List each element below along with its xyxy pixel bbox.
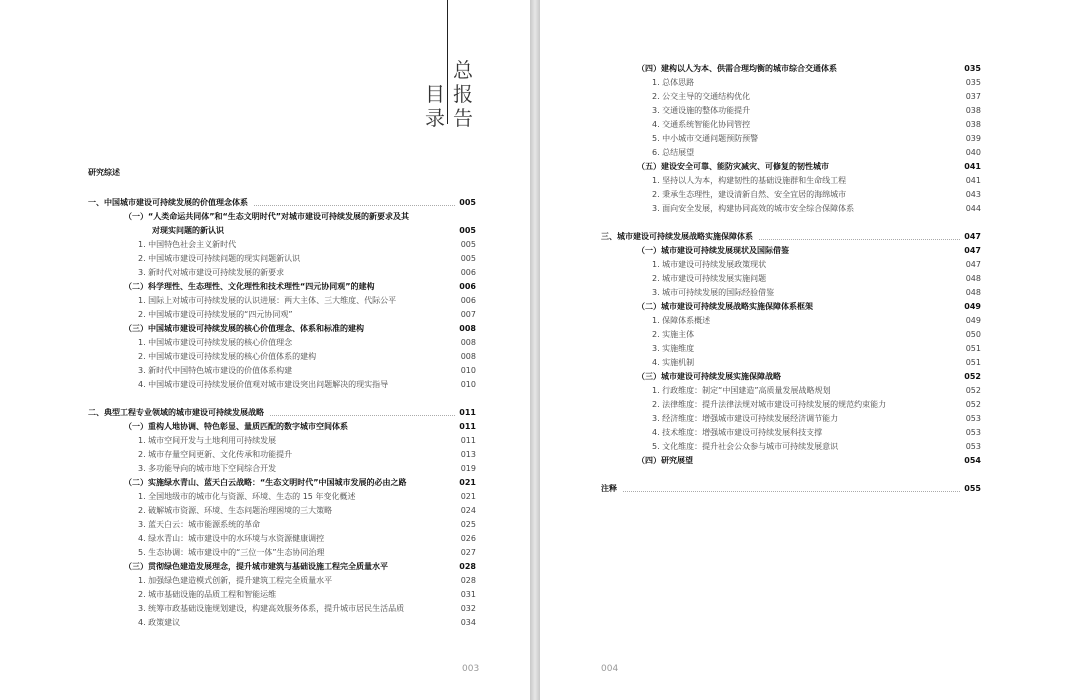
toc-entry[interactable] bbox=[138, 238, 476, 252]
toc-entry-title: 1. 城市建设可持续发展政策现状 bbox=[652, 260, 767, 269]
toc-entry-page: 013 bbox=[460, 450, 476, 459]
toc-entry-title: 5. 文化维度：提升社会公众参与城市可持续发展意识 bbox=[652, 442, 839, 451]
toc-entry-page: 052 bbox=[965, 400, 981, 409]
toc-entry-page: 040 bbox=[965, 148, 981, 157]
toc-entry-page: 041 bbox=[964, 162, 981, 171]
toc-entry-page: 006 bbox=[459, 282, 476, 291]
toc-entry-page: 031 bbox=[460, 590, 476, 599]
toc-entry-page: 025 bbox=[460, 520, 476, 529]
toc-entry[interactable] bbox=[652, 412, 981, 426]
toc-entry[interactable] bbox=[124, 420, 476, 434]
toc-entry-page: 053 bbox=[965, 442, 981, 451]
toc-entry[interactable] bbox=[138, 532, 476, 546]
toc-entry-page: 035 bbox=[965, 78, 981, 87]
toc-entry[interactable] bbox=[652, 132, 981, 146]
toc-entry-title: （二）科学理性、生态理性、文化理性和技术理性“四元协同观”的建构 bbox=[124, 282, 375, 291]
toc-entry-title: （二）实施绿水青山、蓝天白云战略：“生态文明时代”中国城市发展的必由之路 bbox=[124, 478, 407, 487]
toc-entry[interactable] bbox=[652, 426, 981, 440]
toc-entry-title: 三、城市建设可持续发展战略实施保障体系 bbox=[601, 232, 753, 241]
toc-entry-title: 二、典型工程专业领域的城市建设可持续发展战略 bbox=[88, 408, 264, 417]
title-char: 报 bbox=[453, 82, 473, 106]
toc-entry-title: 3. 实施维度 bbox=[652, 344, 695, 353]
toc-entry[interactable] bbox=[138, 252, 476, 266]
contents-title bbox=[423, 82, 447, 130]
toc-entry-page: 049 bbox=[965, 316, 981, 325]
toc-entry[interactable] bbox=[652, 328, 981, 342]
toc-entry-page: 034 bbox=[460, 618, 476, 627]
toc-entry-page: 053 bbox=[965, 428, 981, 437]
toc-entry-title: 6. 总结展望 bbox=[652, 148, 695, 157]
toc-entry-title: 1. 保障体系概述 bbox=[652, 316, 711, 325]
toc-entry[interactable] bbox=[138, 504, 476, 518]
title-divider-line bbox=[447, 0, 448, 124]
toc-entry-page: 024 bbox=[460, 506, 476, 515]
toc-entry-title: 2. 城市建设可持续发展实施问题 bbox=[652, 274, 767, 283]
toc-entry-title: 1. 城市空间开发与土地利用可持续发展 bbox=[138, 436, 277, 445]
toc-entry-title: 2. 城市存量空间更新、文化传承和功能提升 bbox=[138, 450, 293, 459]
toc-entry-title: 3. 新时代中国特色城市建设的价值体系构建 bbox=[138, 366, 293, 375]
toc-leader-dots bbox=[270, 415, 455, 416]
toc-entry-page: 051 bbox=[965, 358, 981, 367]
toc-entry-title: 1. 坚持以人为本，构建韧性的基础设施群和生命线工程 bbox=[652, 176, 847, 185]
toc-entry-page: 010 bbox=[460, 380, 476, 389]
toc-entry[interactable] bbox=[138, 266, 476, 280]
toc-entry[interactable] bbox=[138, 546, 476, 560]
left-page bbox=[0, 0, 530, 700]
toc-entry-title: 4. 实施机制 bbox=[652, 358, 695, 367]
toc-entry[interactable] bbox=[652, 314, 981, 328]
toc-entry-title: 对现实问题的新认识 bbox=[152, 226, 224, 235]
toc-entry-page: 054 bbox=[964, 456, 981, 465]
toc-entry[interactable] bbox=[652, 440, 981, 454]
toc-entry-title: 一、中国城市建设可持续发展的价值理念体系 bbox=[88, 198, 248, 207]
toc-entry[interactable] bbox=[652, 188, 981, 202]
toc-entry-page: 011 bbox=[459, 422, 476, 431]
toc-entry[interactable] bbox=[138, 434, 476, 448]
toc-entry-page: 027 bbox=[460, 548, 476, 557]
toc-entry-page: 005 bbox=[459, 226, 476, 235]
toc-entry-title: （三）城市建设可持续发展实施保障战略 bbox=[637, 372, 781, 381]
toc-entry-page: 050 bbox=[965, 330, 981, 339]
toc-entry-page: 038 bbox=[965, 120, 981, 129]
toc-entry-title: 4. 政策建议 bbox=[138, 618, 181, 627]
toc-entry-title: 5. 生态协调：城市建设中的“三位一体”生态协同治理 bbox=[138, 548, 325, 557]
toc-entry-page: 021 bbox=[460, 492, 476, 501]
toc-entry-page: 048 bbox=[965, 274, 981, 283]
toc-entry[interactable] bbox=[124, 560, 476, 574]
toc-entry-page: 035 bbox=[964, 64, 981, 73]
toc-entry-page: 008 bbox=[460, 352, 476, 361]
toc-entry-page: 047 bbox=[964, 246, 981, 255]
toc-entry-title: 1. 行政维度：制定“中国建造”高质量发展战略规划 bbox=[652, 386, 831, 395]
toc-entry[interactable] bbox=[124, 476, 476, 490]
toc-entry-title: 3. 经济维度：增强城市建设可持续发展经济调节能力 bbox=[652, 414, 839, 423]
toc-entry[interactable] bbox=[652, 272, 981, 286]
toc-entry[interactable] bbox=[124, 280, 476, 294]
toc-entry[interactable] bbox=[138, 462, 476, 476]
toc-entry-title: 3. 城市可持续发展的国际经验借鉴 bbox=[652, 288, 775, 297]
toc-entry[interactable] bbox=[138, 378, 476, 392]
toc-entry-page: 041 bbox=[965, 176, 981, 185]
toc-entry[interactable] bbox=[652, 174, 981, 188]
toc-entry[interactable] bbox=[138, 308, 476, 322]
toc-entry-title: 1. 中国城市建设可持续发展的核心价值理念 bbox=[138, 338, 293, 347]
toc-entry[interactable] bbox=[652, 258, 981, 272]
toc-entry-title: 2. 法律维度：提升法律法规对城市建设可持续发展的规范约束能力 bbox=[652, 400, 887, 409]
toc-entry-title: 1. 国际上对城市可持续发展的认识进展：两大主体、三大维度、代际公平 bbox=[138, 296, 397, 305]
toc-entry-title: 2. 中国城市建设可持续问题的现实问题新认识 bbox=[138, 254, 301, 263]
toc-entry-title: 3. 交通设施的整体功能提升 bbox=[652, 106, 751, 115]
page-number: 004 bbox=[601, 664, 619, 674]
toc-entry-title: （一）重构人地协调、特色彰显、量质匹配的数字城市空间体系 bbox=[124, 422, 348, 431]
toc-entry[interactable] bbox=[652, 398, 981, 412]
toc-entry-page: 026 bbox=[460, 534, 476, 543]
toc-entry[interactable] bbox=[652, 104, 981, 118]
toc-entry[interactable] bbox=[138, 490, 476, 504]
toc-entry-title: （三）中国城市建设可持续发展的核心价值理念、体系和标准的建构 bbox=[124, 324, 364, 333]
book-gutter bbox=[530, 0, 540, 700]
toc-entry-page: 043 bbox=[965, 190, 981, 199]
toc-entry-title: （一）城市建设可持续发展现状及国际借鉴 bbox=[637, 246, 789, 255]
toc-entry-title: （五）建设安全可靠、能防灾减灾、可修复的韧性城市 bbox=[637, 162, 829, 171]
toc-entry-title: 2. 中国城市建设可持续发展的“四元协同观” bbox=[138, 310, 293, 319]
toc-entry-title: 3. 新时代对城市建设可持续发展的新要求 bbox=[138, 268, 285, 277]
toc-entry[interactable] bbox=[637, 62, 981, 76]
toc-entry[interactable] bbox=[138, 616, 476, 630]
toc-entry-title: 1. 加强绿色建造模式创新，提升建筑工程完全质量水平 bbox=[138, 576, 333, 585]
toc-entry[interactable] bbox=[152, 224, 476, 238]
toc-entry[interactable] bbox=[88, 196, 476, 210]
toc-entry-page: 028 bbox=[459, 562, 476, 571]
toc-entry[interactable] bbox=[652, 342, 981, 356]
toc-entry-title: 2. 破解城市资源、环境、生态问题治理困境的三大策略 bbox=[138, 506, 333, 515]
toc-entry-page: 052 bbox=[965, 386, 981, 395]
toc-entry-title: （一）“人类命运共同体”和“生态文明时代”对城市建设可持续发展的新要求及其 bbox=[124, 212, 410, 221]
toc-entry-page: 038 bbox=[965, 106, 981, 115]
toc-leader-dots bbox=[623, 491, 960, 492]
toc-entry-page: 044 bbox=[965, 204, 981, 213]
toc-entry[interactable] bbox=[88, 166, 476, 180]
toc-entry-page: 037 bbox=[965, 92, 981, 101]
toc-entry[interactable] bbox=[138, 602, 476, 616]
toc-entry[interactable] bbox=[601, 230, 981, 244]
toc-entry-title: （四）建构以人为本、供需合理均衡的城市综合交通体系 bbox=[637, 64, 837, 73]
toc-entry[interactable] bbox=[88, 406, 476, 420]
toc-entry-page: 049 bbox=[964, 302, 981, 311]
toc-entry-page: 047 bbox=[964, 232, 981, 241]
page-number: 003 bbox=[462, 664, 480, 674]
toc-entry[interactable] bbox=[652, 202, 981, 216]
toc-entry-title: 1. 总体思路 bbox=[652, 78, 695, 87]
toc-entry-page: 053 bbox=[965, 414, 981, 423]
toc-entry-page: 011 bbox=[460, 436, 476, 445]
toc-entry-page: 005 bbox=[460, 240, 476, 249]
toc-entry-title: （四）研究展望 bbox=[637, 456, 693, 465]
toc-entry[interactable] bbox=[652, 118, 981, 132]
toc-entry[interactable] bbox=[637, 454, 981, 468]
toc-entry[interactable] bbox=[652, 76, 981, 90]
toc-entry-title: 1. 全国地级市的城市化与资源、环境、生态的 15 年变化概述 bbox=[138, 492, 356, 501]
toc-entry[interactable] bbox=[138, 518, 476, 532]
toc-entry-title: 3. 多功能导向的城市地下空间综合开发 bbox=[138, 464, 277, 473]
toc-entry-page: 005 bbox=[460, 254, 476, 263]
toc-leader-dots bbox=[254, 205, 455, 206]
toc-entry-page: 010 bbox=[460, 366, 476, 375]
toc-entry-page: 055 bbox=[964, 484, 981, 493]
toc-entry-page: 008 bbox=[460, 338, 476, 347]
toc-entry-title: （三）贯彻绿色建造发展理念，提升城市建筑与基础设施工程完全质量水平 bbox=[124, 562, 388, 571]
right-page bbox=[540, 0, 1077, 700]
toc-entry[interactable] bbox=[637, 300, 981, 314]
toc-entry-page: 005 bbox=[459, 198, 476, 207]
toc-entry-title: 注释 bbox=[601, 484, 617, 493]
title-char: 目 bbox=[425, 82, 445, 106]
toc-entry-title: 2. 秉承生态理性，建设清新自然、安全宜居的海绵城市 bbox=[652, 190, 847, 199]
toc-entry[interactable] bbox=[138, 588, 476, 602]
toc-entry-title: 3. 蓝天白云：城市能源系统的革命 bbox=[138, 520, 261, 529]
toc-entry[interactable] bbox=[637, 160, 981, 174]
toc-entry-title: 4. 中国城市建设可持续发展价值观对城市建设突出问题解决的现实指导 bbox=[138, 380, 389, 389]
toc-entry-title: 2. 城市基础设施的品质工程和智能运维 bbox=[138, 590, 277, 599]
toc-entry-page: 019 bbox=[460, 464, 476, 473]
toc-entry-title: 2. 实施主体 bbox=[652, 330, 695, 339]
toc-entry-title: 研究综述 bbox=[88, 168, 120, 177]
toc-entry-title: 2. 公交主导的交通结构优化 bbox=[652, 92, 751, 101]
toc-entry[interactable] bbox=[652, 356, 981, 370]
toc-entry-page: 047 bbox=[965, 260, 981, 269]
toc-entry-title: 5. 中小城市交通问题预防预警 bbox=[652, 134, 759, 143]
toc-entry[interactable] bbox=[652, 90, 981, 104]
toc-entry-title: 3. 统筹市政基础设施规划建设，构建高效服务体系，提升城市居民生活品质 bbox=[138, 604, 405, 613]
title-char: 告 bbox=[453, 106, 473, 130]
toc-entry-page: 011 bbox=[459, 408, 476, 417]
toc-entry-page: 032 bbox=[460, 604, 476, 613]
toc-entry-title: 4. 交通系统智能化协同管控 bbox=[652, 120, 751, 129]
toc-entry[interactable] bbox=[124, 210, 476, 224]
toc-entry[interactable] bbox=[138, 448, 476, 462]
toc-entry-title: 1. 中国特色社会主义新时代 bbox=[138, 240, 237, 249]
toc-entry[interactable] bbox=[652, 286, 981, 300]
toc-entry[interactable] bbox=[601, 482, 981, 496]
toc-entry-page: 006 bbox=[460, 268, 476, 277]
toc-entry[interactable] bbox=[124, 322, 476, 336]
toc-entry-page: 051 bbox=[965, 344, 981, 353]
toc-entry[interactable] bbox=[138, 364, 476, 378]
toc-entry[interactable] bbox=[138, 294, 476, 308]
toc-entry[interactable] bbox=[652, 146, 981, 160]
report-title bbox=[451, 58, 475, 130]
toc-entry-title: 3. 面向安全发展，构建协同高效的城市安全综合保障体系 bbox=[652, 204, 855, 213]
toc-entry-title: （二）城市建设可持续发展战略实施保障体系框架 bbox=[637, 302, 813, 311]
title-char: 录 bbox=[425, 106, 445, 130]
toc-entry[interactable] bbox=[637, 370, 981, 384]
toc-entry[interactable] bbox=[637, 244, 981, 258]
toc-entry-page: 048 bbox=[965, 288, 981, 297]
toc-entry-page: 006 bbox=[460, 296, 476, 305]
toc-entry[interactable] bbox=[138, 336, 476, 350]
toc-entry-page: 021 bbox=[459, 478, 476, 487]
toc-entry-page: 007 bbox=[460, 310, 476, 319]
toc-leader-dots bbox=[759, 239, 960, 240]
toc-entry[interactable] bbox=[138, 350, 476, 364]
toc-entry-title: 4. 技术维度：增强城市建设可持续发展科技支撑 bbox=[652, 428, 823, 437]
toc-entry-page: 052 bbox=[964, 372, 981, 381]
toc-entry-page: 008 bbox=[459, 324, 476, 333]
toc-entry-title: 2. 中国城市建设可持续发展的核心价值体系的建构 bbox=[138, 352, 317, 361]
title-char: 总 bbox=[453, 58, 473, 82]
toc-entry[interactable] bbox=[652, 384, 981, 398]
toc-entry-page: 039 bbox=[965, 134, 981, 143]
toc-entry-title: 4. 绿水青山：城市建设中的水环境与水资源健康调控 bbox=[138, 534, 325, 543]
toc-entry-page: 028 bbox=[460, 576, 476, 585]
toc-entry[interactable] bbox=[138, 574, 476, 588]
